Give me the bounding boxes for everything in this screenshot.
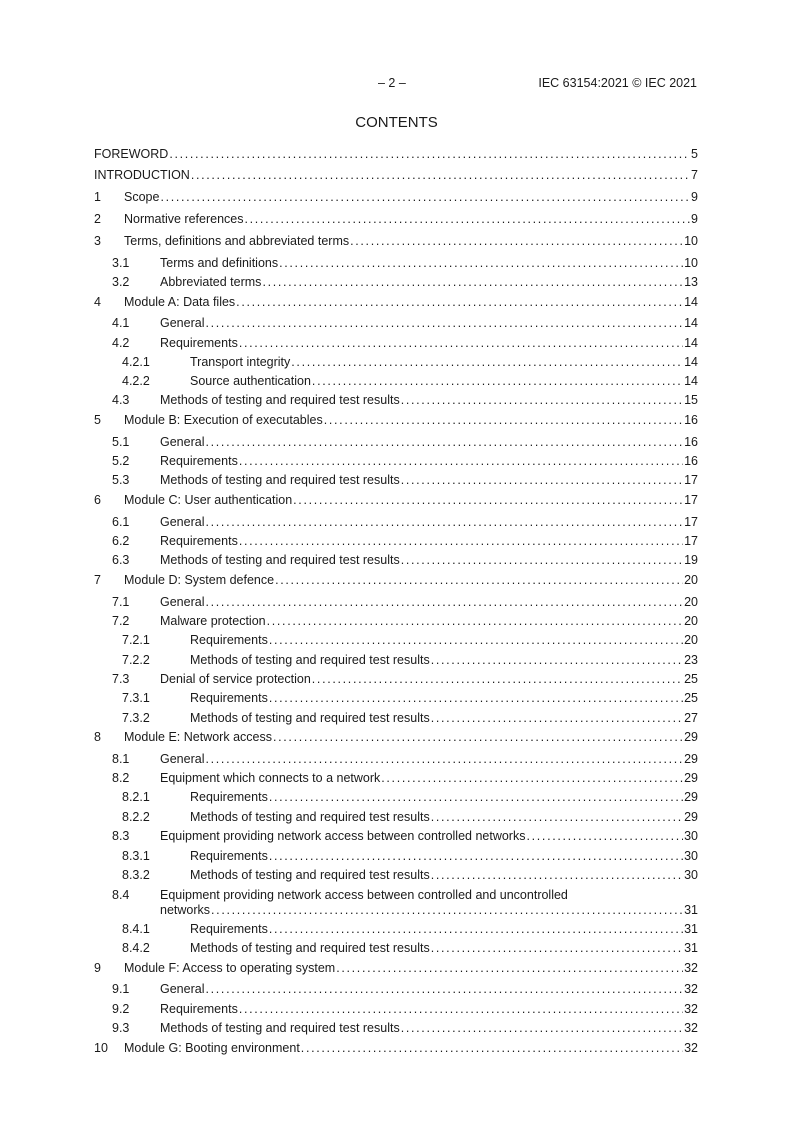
toc-entry[interactable] xyxy=(94,868,698,883)
toc-entry-page: 10 xyxy=(684,256,698,270)
dot-leader xyxy=(431,941,683,956)
toc-entry-title: networks xyxy=(160,903,211,917)
toc-entry[interactable] xyxy=(94,922,698,937)
toc-entry-page: 14 xyxy=(684,295,698,309)
toc-entry-title: Methods of testing and required test results xyxy=(160,1021,400,1035)
toc-entry-title: Requirements xyxy=(190,922,268,936)
toc-entry-number: 5.2 xyxy=(112,454,130,468)
dot-leader xyxy=(205,595,683,610)
dot-leader xyxy=(205,316,683,331)
toc-entry-number: 7.2.1 xyxy=(122,633,150,647)
toc-entry[interactable] xyxy=(94,1002,698,1017)
toc-entry[interactable] xyxy=(94,810,698,825)
toc-entry-page: 32 xyxy=(684,982,698,996)
toc-entry-page: 9 xyxy=(691,212,698,226)
toc-entry[interactable] xyxy=(94,653,698,668)
toc-entry-title: Module D: System defence xyxy=(124,573,275,587)
toc-entry[interactable] xyxy=(94,982,698,997)
toc-entry-title: Denial of service protection xyxy=(160,672,311,686)
toc-entry-title: Module C: User authentication xyxy=(124,493,293,507)
toc-entry-number: 9.2 xyxy=(112,1002,130,1016)
toc-entry[interactable] xyxy=(94,1041,698,1056)
toc-entry-title: Equipment which connects to a network xyxy=(160,771,381,785)
toc-entry-number: 4.2 xyxy=(112,336,130,350)
dot-leader xyxy=(211,903,683,918)
dot-leader xyxy=(336,961,683,976)
toc-entry[interactable] xyxy=(94,473,698,488)
toc-entry-number: 3.1 xyxy=(112,256,130,270)
toc-entry-title: Requirements xyxy=(190,633,268,647)
toc-entry-page: 29 xyxy=(684,752,698,766)
dot-leader xyxy=(160,190,690,205)
toc-entry-page: 14 xyxy=(684,374,698,388)
toc-entry-page: 17 xyxy=(684,473,698,487)
toc-entry-title: Methods of testing and required test results xyxy=(190,653,430,667)
document-identifier: IEC 63154:2021 © IEC 2021 xyxy=(538,76,697,90)
toc-entry-title: Transport integrity xyxy=(190,355,291,369)
toc-entry-title: Terms and definitions xyxy=(160,256,279,270)
dot-leader xyxy=(205,752,683,767)
toc-entry-page: 23 xyxy=(684,653,698,667)
toc-entry[interactable] xyxy=(94,633,698,648)
toc-entry-number: 8.4.1 xyxy=(122,922,150,936)
toc-entry-title: FOREWORD xyxy=(94,147,169,161)
dot-leader xyxy=(239,534,683,549)
dot-leader xyxy=(205,982,683,997)
toc-entry-title: Equipment providing network access between controlled networks xyxy=(160,829,526,843)
dot-leader xyxy=(205,435,683,450)
toc-entry-number: 8.3.2 xyxy=(122,868,150,882)
toc-entry-number: 5.1 xyxy=(112,435,130,449)
toc-entry[interactable] xyxy=(94,435,698,450)
toc-entry[interactable] xyxy=(94,212,698,227)
toc-entry[interactable] xyxy=(94,454,698,469)
toc-entry-page: 32 xyxy=(684,961,698,975)
toc-entry-page: 16 xyxy=(684,435,698,449)
toc-entry-title: Methods of testing and required test results xyxy=(160,473,400,487)
toc-entry-number: 8.2.1 xyxy=(122,790,150,804)
toc-entry-title: Methods of testing and required test results xyxy=(190,711,430,725)
toc-entry-title: Methods of testing and required test results xyxy=(190,941,430,955)
toc-entry[interactable] xyxy=(94,752,698,767)
toc-entry-number: 6 xyxy=(94,493,101,507)
toc-entry-title: Requirements xyxy=(160,534,238,548)
toc-entry[interactable] xyxy=(94,595,698,610)
toc-entry-title: Methods of testing and required test results xyxy=(160,393,400,407)
dot-leader xyxy=(301,1041,683,1056)
dot-leader xyxy=(312,374,683,389)
toc-entry-title: Terms, definitions and abbreviated terms xyxy=(124,234,350,248)
toc-entry-title: Abbreviated terms xyxy=(160,275,262,289)
dot-leader xyxy=(401,553,683,568)
toc-entry[interactable] xyxy=(94,295,698,310)
toc-entry-page: 29 xyxy=(684,730,698,744)
toc-entry[interactable] xyxy=(94,147,698,162)
dot-leader xyxy=(269,790,683,805)
dot-leader xyxy=(269,922,683,937)
page-number: – 2 – xyxy=(378,76,406,90)
toc-entry-title: Malware protection xyxy=(160,614,266,628)
toc-entry-page: 25 xyxy=(684,691,698,705)
toc-entry-number: 9 xyxy=(94,961,101,975)
toc-entry-title: General xyxy=(160,435,205,449)
toc-entry-page: 32 xyxy=(684,1021,698,1035)
toc-entry-page: 30 xyxy=(684,829,698,843)
toc-entry-page: 31 xyxy=(684,941,698,955)
toc-entry-page: 32 xyxy=(684,1041,698,1055)
toc-entry-title: Requirements xyxy=(160,454,238,468)
toc-entry[interactable] xyxy=(94,672,698,687)
toc-entry-page: 19 xyxy=(684,553,698,567)
toc-entry-number: 2 xyxy=(94,212,101,226)
toc-entry-number: 8.2 xyxy=(112,771,130,785)
toc-entry[interactable] xyxy=(94,234,698,249)
toc-entry-number: 9.3 xyxy=(112,1021,130,1035)
toc-entry[interactable] xyxy=(94,336,698,351)
toc-entry[interactable] xyxy=(94,888,698,918)
toc-entry-page: 30 xyxy=(684,849,698,863)
toc-entry-title: Methods of testing and required test results xyxy=(190,868,430,882)
toc-entry-page: 30 xyxy=(684,868,698,882)
toc-entry[interactable] xyxy=(94,790,698,805)
dot-leader xyxy=(293,493,683,508)
toc-entry-title: Module E: Network access xyxy=(124,730,272,744)
toc-entry[interactable] xyxy=(94,256,698,271)
dot-leader xyxy=(269,633,683,648)
dot-leader xyxy=(401,473,683,488)
page-title: CONTENTS xyxy=(355,114,438,131)
toc-entry-page: 14 xyxy=(684,355,698,369)
dot-leader xyxy=(239,1002,683,1017)
toc-entry-title: Requirements xyxy=(190,849,268,863)
toc-entry[interactable] xyxy=(94,168,698,183)
toc-entry-number: 4.3 xyxy=(112,393,130,407)
toc-entry-page: 20 xyxy=(684,573,698,587)
toc-entry[interactable] xyxy=(94,771,698,786)
toc-entry-page: 29 xyxy=(684,771,698,785)
toc-entry-page: 13 xyxy=(684,275,698,289)
toc-entry-page: 29 xyxy=(684,810,698,824)
dot-leader xyxy=(191,168,690,183)
toc-entry[interactable] xyxy=(94,355,698,370)
toc-entry-number: 6.3 xyxy=(112,553,130,567)
toc-entry-page: 15 xyxy=(684,393,698,407)
toc-entry-number: 3 xyxy=(94,234,101,248)
toc-entry-number: 9.1 xyxy=(112,982,130,996)
toc-entry-number: 7.2 xyxy=(112,614,130,628)
toc-entry-title: Source authentication xyxy=(190,374,311,388)
toc-entry-number: 4 xyxy=(94,295,101,309)
toc-entry-page: 29 xyxy=(684,790,698,804)
dot-leader xyxy=(275,573,683,588)
dot-leader xyxy=(431,711,683,726)
toc-entry[interactable] xyxy=(94,316,698,331)
dot-leader xyxy=(269,691,683,706)
toc-entry-page: 7 xyxy=(691,168,698,182)
toc-entry[interactable] xyxy=(94,961,698,976)
toc-entry-number: 4.1 xyxy=(112,316,130,330)
toc-entry[interactable] xyxy=(94,493,698,508)
toc-entry-title: General xyxy=(160,515,205,529)
toc-entry-title: Methods of testing and required test results xyxy=(190,810,430,824)
toc-entry-page: 17 xyxy=(684,515,698,529)
dot-leader xyxy=(239,454,683,469)
toc-entry-title: Module A: Data files xyxy=(124,295,236,309)
toc-entry-page: 25 xyxy=(684,672,698,686)
toc-entry-page: 27 xyxy=(684,711,698,725)
toc-entry-page: 17 xyxy=(684,493,698,507)
toc-entry-page: 20 xyxy=(684,595,698,609)
toc-entry[interactable] xyxy=(94,849,698,864)
dot-leader xyxy=(324,413,683,428)
toc-entry-page: 32 xyxy=(684,1002,698,1016)
toc-entry-number: 7.1 xyxy=(112,595,130,609)
toc-entry[interactable] xyxy=(94,553,698,568)
toc-entry-title: General xyxy=(160,595,205,609)
toc-entry-number: 5 xyxy=(94,413,101,427)
toc-entry-title: General xyxy=(160,752,205,766)
toc-entry[interactable] xyxy=(94,614,698,629)
toc-entry[interactable] xyxy=(94,275,698,290)
dot-leader xyxy=(267,614,683,629)
toc-entry-number: 10 xyxy=(94,1041,108,1055)
toc-entry-number: 8.2.2 xyxy=(122,810,150,824)
toc-entry-number: 4.2.1 xyxy=(122,355,150,369)
toc-entry-title: Scope xyxy=(124,190,160,204)
toc-entry-title: INTRODUCTION xyxy=(94,168,190,182)
dot-leader xyxy=(401,393,683,408)
toc-entry-page: 14 xyxy=(684,336,698,350)
dot-leader xyxy=(273,730,683,745)
toc-entry-title: Methods of testing and required test results xyxy=(160,553,400,567)
toc-entry-page: 20 xyxy=(684,614,698,628)
dot-leader xyxy=(350,234,683,249)
toc-entry[interactable] xyxy=(94,573,698,588)
toc-entry-page: 9 xyxy=(691,190,698,204)
toc-entry[interactable] xyxy=(94,941,698,956)
toc-entry[interactable] xyxy=(94,534,698,549)
toc-entry-title: General xyxy=(160,316,205,330)
toc-entry[interactable] xyxy=(94,515,698,530)
dot-leader xyxy=(431,868,683,883)
toc-entry-number: 6.1 xyxy=(112,515,130,529)
toc-entry-number: 5.3 xyxy=(112,473,130,487)
toc-entry-number: 8.1 xyxy=(112,752,130,766)
toc-entry[interactable] xyxy=(94,393,698,408)
toc-entry-page: 14 xyxy=(684,316,698,330)
toc-entry-number: 7.3.1 xyxy=(122,691,150,705)
dot-leader xyxy=(269,849,683,864)
toc-entry-page: 20 xyxy=(684,633,698,647)
toc-entry-page: 31 xyxy=(684,903,698,917)
toc-entry-number: 6.2 xyxy=(112,534,130,548)
toc-entry-title: General xyxy=(160,982,205,996)
dot-leader xyxy=(312,672,683,687)
toc-entry-title: Requirements xyxy=(190,790,268,804)
toc-entry-number: 8.3 xyxy=(112,829,130,843)
toc-entry[interactable] xyxy=(94,691,698,706)
dot-leader xyxy=(239,336,683,351)
dot-leader xyxy=(245,212,691,227)
toc-entry-number: 8.3.1 xyxy=(122,849,150,863)
toc-entry-page: 5 xyxy=(691,147,698,161)
toc-entry-title: Module G: Booting environment xyxy=(124,1041,300,1055)
toc-entry-number: 8.4 xyxy=(112,888,130,902)
toc-entry-title: Module F: Access to operating system xyxy=(124,961,336,975)
toc-entry-number: 7.3 xyxy=(112,672,130,686)
toc-entry-number: 8.4.2 xyxy=(122,941,150,955)
dot-leader xyxy=(291,355,683,370)
toc-entry-page: 10 xyxy=(684,234,698,248)
toc-entry[interactable] xyxy=(94,190,698,205)
toc-entry-title: Equipment providing network access between controlled and uncontrolled xyxy=(160,888,568,902)
toc-entry-number: 7 xyxy=(94,573,101,587)
toc-entry[interactable] xyxy=(94,413,698,428)
toc-entry-number: 7.3.2 xyxy=(122,711,150,725)
toc-entry-page: 16 xyxy=(684,454,698,468)
toc-entry-title: Requirements xyxy=(160,1002,238,1016)
toc-entry[interactable] xyxy=(94,374,698,389)
dot-leader xyxy=(401,1021,683,1036)
toc-entry-title: Module B: Execution of executables xyxy=(124,413,323,427)
dot-leader xyxy=(431,653,683,668)
toc-entry-number: 4.2.2 xyxy=(122,374,150,388)
dot-leader xyxy=(169,147,690,162)
toc-entry-title: Normative references xyxy=(124,212,244,226)
toc-entry-number: 7.2.2 xyxy=(122,653,150,667)
dot-leader xyxy=(205,515,683,530)
dot-leader xyxy=(236,295,683,310)
toc-entry-page: 31 xyxy=(684,922,698,936)
toc-entry[interactable] xyxy=(94,1021,698,1036)
dot-leader xyxy=(262,275,683,290)
toc-entry-title: Requirements xyxy=(190,691,268,705)
toc-entry-number: 1 xyxy=(94,190,101,204)
dot-leader xyxy=(381,771,683,786)
toc-entry-page: 16 xyxy=(684,413,698,427)
toc-entry-number: 3.2 xyxy=(112,275,130,289)
toc-entry-page: 17 xyxy=(684,534,698,548)
dot-leader xyxy=(526,829,683,844)
toc-entry[interactable] xyxy=(94,711,698,726)
toc-entry-title: Requirements xyxy=(160,336,238,350)
dot-leader xyxy=(431,810,683,825)
dot-leader xyxy=(279,256,683,271)
toc-entry[interactable] xyxy=(94,730,698,745)
toc-entry[interactable] xyxy=(94,829,698,844)
toc-entry-number: 8 xyxy=(94,730,101,744)
